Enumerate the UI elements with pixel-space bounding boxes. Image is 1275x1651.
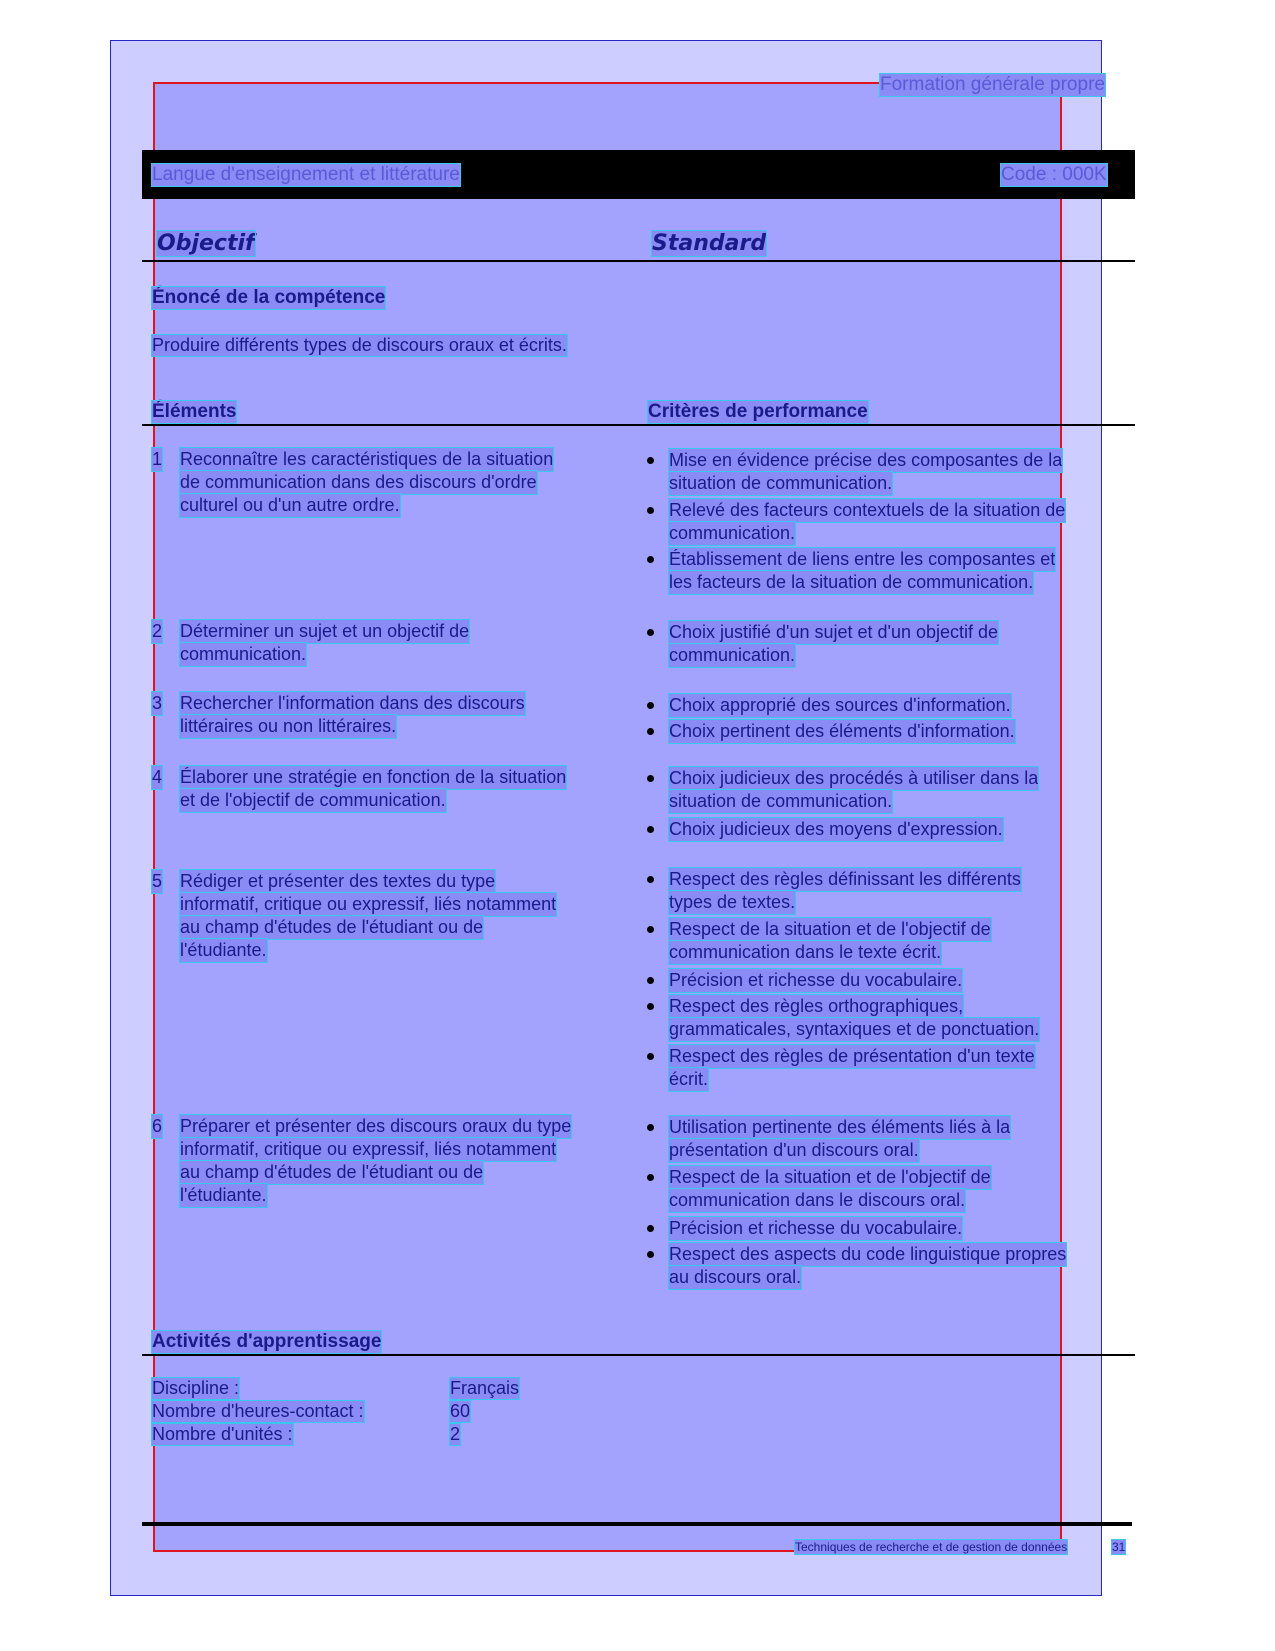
criterion-text-line: Choix judicieux des moyens d'expression. — [669, 819, 1003, 839]
criterion-text-line: les facteurs de la situation de communication. — [669, 572, 1034, 592]
element-text-line: Élaborer une stratégie en fonction de la situation — [180, 767, 567, 787]
criterion-text-line: Choix justifié d'un sujet et d'un objectif de — [669, 622, 999, 642]
criterion-text-line: communication dans le texte écrit. — [669, 942, 942, 962]
heading-rule — [142, 260, 1135, 262]
footer-program: Techniques de recherche et de gestion de données — [795, 1540, 1068, 1554]
criterion-text-line: Respect des règles définissant les différents — [669, 869, 1021, 889]
element-text-line: au champ d'études de l'étudiant ou de — [180, 917, 484, 937]
element-text-line: informatif, critique ou expressif, liés notamment — [180, 1139, 557, 1159]
competence-statement: Produire différents types de discours oraux et écrits. — [152, 335, 567, 355]
band-code: Code : 000K — [1001, 164, 1107, 185]
criterion-text-line: écrit. — [669, 1069, 709, 1089]
competence-heading: Énoncé de la compétence — [152, 287, 386, 308]
criterion-text-line: présentation d'un discours oral. — [669, 1140, 919, 1160]
bullet-icon — [647, 702, 654, 709]
activities-rule — [142, 1354, 1135, 1356]
criterion-text-line: Choix approprié des sources d'information. — [669, 695, 1011, 715]
criterion-text-line: Établissement de liens entre les composantes et — [669, 549, 1056, 569]
bullet-icon — [647, 876, 654, 883]
bullet-icon — [647, 1124, 654, 1131]
criterion-text-line: types de textes. — [669, 892, 796, 912]
element-number: 6 — [152, 1116, 163, 1136]
footer-page-number: 31 — [1112, 1540, 1126, 1554]
element-text-line: culturel ou d'un autre ordre. — [180, 495, 400, 515]
element-text-line: l'étudiante. — [180, 940, 267, 960]
element-text-line: et de l'objectif de communication. — [180, 790, 446, 810]
bullet-icon — [647, 507, 654, 514]
criterion-text-line: Respect de la situation et de l'objectif de — [669, 1167, 991, 1187]
criteria-heading: Critères de performance — [648, 401, 868, 422]
header-label: Formation générale propre — [880, 74, 1105, 95]
bullet-icon — [647, 556, 654, 563]
element-text-line: Préparer et présenter des discours oraux du type — [180, 1116, 572, 1136]
element-text-line: l'étudiante. — [180, 1185, 267, 1205]
element-text-line: littéraires ou non littéraires. — [180, 716, 397, 736]
units-value: 2 — [450, 1424, 461, 1444]
criterion-text-line: au discours oral. — [669, 1267, 802, 1287]
criterion-text-line: situation de communication. — [669, 473, 893, 493]
criterion-text-line: Respect des règles de présentation d'un texte — [669, 1046, 1035, 1066]
element-number: 3 — [152, 693, 163, 713]
element-number: 2 — [152, 621, 163, 641]
element-number: 5 — [152, 871, 163, 891]
criterion-text-line: Respect des aspects du code linguistique propres — [669, 1244, 1067, 1264]
bullet-icon — [647, 977, 654, 984]
activities-heading: Activités d'apprentissage — [152, 1331, 382, 1352]
criterion-text-line: Choix judicieux des procédés à utiliser dans la — [669, 768, 1039, 788]
criterion-text-line: Précision et richesse du vocabulaire. — [669, 1218, 963, 1238]
band-title: Langue d'enseignement et littérature — [152, 164, 460, 185]
bullet-icon — [647, 457, 654, 464]
units-label: Nombre d'unités : — [152, 1424, 293, 1444]
bullet-icon — [647, 1053, 654, 1060]
element-text-line: au champ d'études de l'étudiant ou de — [180, 1162, 484, 1182]
footer-rule — [142, 1522, 1132, 1526]
standard-heading: Standard — [652, 231, 767, 256]
element-number: 1 — [152, 449, 163, 469]
bullet-icon — [647, 728, 654, 735]
hours-value: 60 — [450, 1401, 471, 1421]
element-text-line: de communication dans des discours d'ordre — [180, 472, 537, 492]
discipline-label: Discipline : — [152, 1378, 240, 1398]
criterion-text-line: Mise en évidence précise des composantes de la — [669, 450, 1063, 470]
bullet-icon — [647, 629, 654, 636]
bullet-icon — [647, 1225, 654, 1232]
criterion-text-line: communication dans le discours oral. — [669, 1190, 966, 1210]
criterion-text-line: grammaticales, syntaxiques et de ponctuation. — [669, 1019, 1040, 1039]
discipline-value: Français — [450, 1378, 520, 1398]
criterion-text-line: Choix pertinent des éléments d'information. — [669, 721, 1015, 741]
bullet-icon — [647, 926, 654, 933]
criterion-text-line: situation de communication. — [669, 791, 893, 811]
hours-label: Nombre d'heures-contact : — [152, 1401, 364, 1421]
element-text-line: informatif, critique ou expressif, liés notamment — [180, 894, 557, 914]
element-number: 4 — [152, 767, 163, 787]
bullet-icon — [647, 775, 654, 782]
element-text-line: Rechercher l'information dans des discours — [180, 693, 525, 713]
elements-heading: Éléments — [152, 401, 237, 422]
criterion-text-line: communication. — [669, 523, 796, 543]
objective-heading: Objectif — [157, 231, 255, 256]
bullet-icon — [647, 1003, 654, 1010]
element-text-line: Déterminer un sujet et un objectif de — [180, 621, 470, 641]
element-text-line: Reconnaître les caractéristiques de la situation — [180, 449, 554, 469]
criterion-text-line: communication. — [669, 645, 796, 665]
bullet-icon — [647, 1251, 654, 1258]
bullet-icon — [647, 826, 654, 833]
criterion-text-line: Précision et richesse du vocabulaire. — [669, 970, 963, 990]
element-text-line: communication. — [180, 644, 307, 664]
element-text-line: Rédiger et présenter des textes du type — [180, 871, 496, 891]
criterion-text-line: Utilisation pertinente des éléments liés à la — [669, 1117, 1011, 1137]
elements-rule — [142, 424, 1135, 426]
bullet-icon — [647, 1174, 654, 1181]
criterion-text-line: Respect des règles orthographiques, — [669, 996, 964, 1016]
criterion-text-line: Relevé des facteurs contextuels de la situation de — [669, 500, 1066, 520]
criterion-text-line: Respect de la situation et de l'objectif de — [669, 919, 991, 939]
